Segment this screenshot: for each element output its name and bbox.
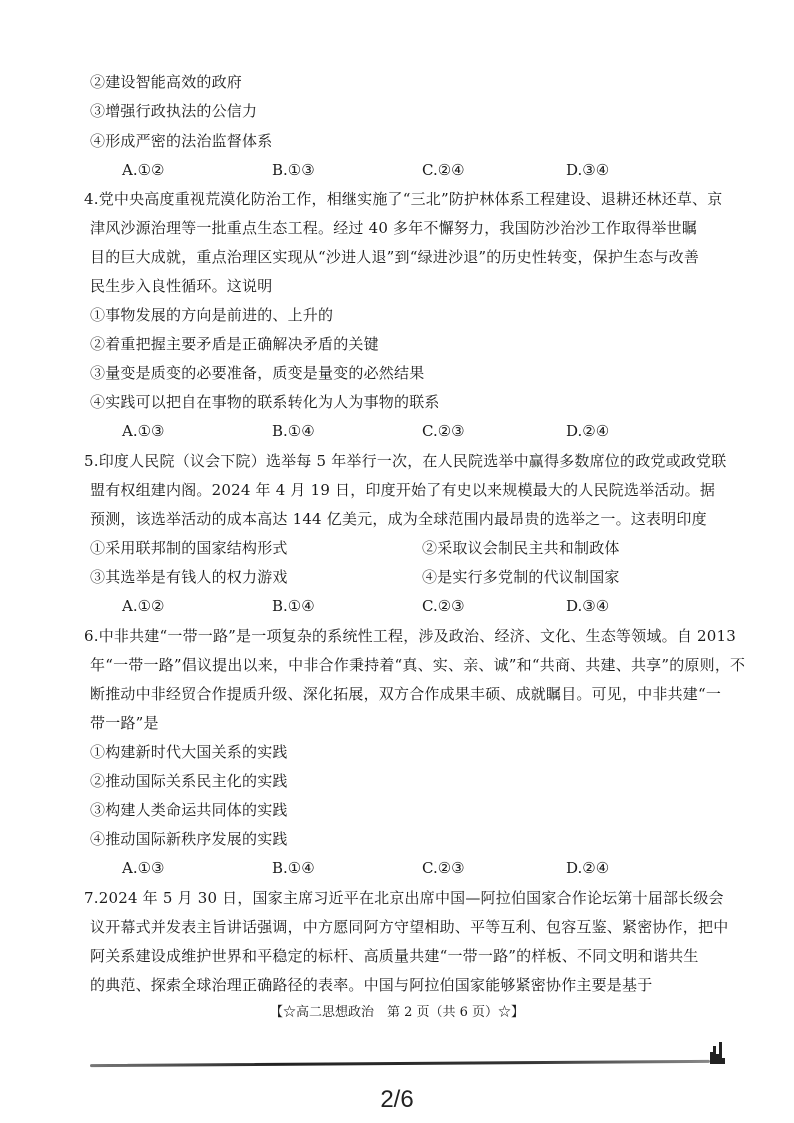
q6-stem-line-2: 年“一带一路”倡议提出以来，中非合作秉持着“真、实、亲、诚”和“共商、共建、共享”的原则，不 xyxy=(90,656,746,674)
q3-choice-c: C.②④ xyxy=(422,161,465,179)
q6-stem-line-3: 断推动中非经贸合作提质升级、深化拓展，双方合作成果丰硕、成就瞩目。可见，中非共建“一 xyxy=(90,685,722,703)
q6-choice-c: C.②③ xyxy=(422,859,465,877)
q4-statement-4: ④实践可以把自在事物的联系转化为人为事物的联系 xyxy=(90,393,440,411)
q4-statement-2: ②着重把握主要矛盾是正确解决矛盾的关键 xyxy=(90,335,379,353)
q3-choice-d: D.③④ xyxy=(566,161,610,179)
q5-stem-line-2: 盟有权组建内阁。2024 年 4 月 19 日，印度开始了有史以来规模最大的人民院选举活动。据 xyxy=(90,481,716,499)
q6-statement-1: ①构建新时代大国关系的实践 xyxy=(90,743,288,761)
q5-choice-a: A.①② xyxy=(122,597,165,615)
q3-choice-b: B.①③ xyxy=(272,161,315,179)
q6-statement-4: ④推动国际新秩序发展的实践 xyxy=(90,830,288,848)
q5-stem-line-3: 预测，该选举活动的成本高达 144 亿美元，成为全球范围内最昂贵的选举之一。这表明印度 xyxy=(90,510,707,528)
q4-choice-a: A.①③ xyxy=(122,422,165,440)
q4-choice-b: B.①④ xyxy=(272,422,315,440)
q4-statement-3: ③量变是质变的必要准备，质变是量变的必然结果 xyxy=(90,364,425,382)
q3-statement-3: ③增强行政执法的公信力 xyxy=(90,102,258,120)
q4-choice-d: D.②④ xyxy=(566,422,610,440)
q5-choice-b: B.①④ xyxy=(272,597,315,615)
q5-stem-line-1: 5.印度人民院（议会下院）选举每 5 年举行一次，在人民院选举中赢得多数席位的政党或政党联 xyxy=(84,452,727,470)
q4-stem-line-4: 民生步入良性循环。这说明 xyxy=(90,277,273,295)
q3-choice-a: A.①② xyxy=(122,161,165,179)
q3-statement-2: ②建设智能高效的政府 xyxy=(90,73,243,91)
q7-stem-line-1: 7.2024 年 5 月 30 日，国家主席习近平在北京出席中国—阿拉伯国家合作论坛第十届部长级会 xyxy=(84,889,724,907)
q3-statement-4: ④形成严密的法治监督体系 xyxy=(90,132,273,150)
q5-statement-2: ②采取议会制民主共和制政体 xyxy=(422,539,620,557)
q5-choice-c: C.②③ xyxy=(422,597,465,615)
q4-stem-line-1: 4.党中央高度重视荒漠化防治工作，相继实施了“三北”防护林体系工程建设、退耕还林还草、京 xyxy=(84,190,723,208)
q5-statement-1: ①采用联邦制的国家结构形式 xyxy=(90,539,288,557)
scan-edge-line xyxy=(90,1060,710,1067)
q6-statement-2: ②推动国际关系民主化的实践 xyxy=(90,772,288,790)
q6-stem-line-1: 6.中非共建“一带一路”是一项复杂的系统性工程，涉及政治、经济、文化、生态等领域。自 2013 xyxy=(84,627,736,645)
q6-choice-a: A.①③ xyxy=(122,859,165,877)
page-footer: 【☆高二思想政治 第 2 页（共 6 页）☆】 xyxy=(269,1005,525,1020)
q7-stem-line-3: 阿关系建设成维护世界和平稳定的标杆、高质量共建“一带一路”的样板、不同文明和谐共生 xyxy=(90,947,699,965)
q6-choice-b: B.①④ xyxy=(272,859,315,877)
scan-artifact-icon xyxy=(706,1040,728,1066)
q6-choice-d: D.②④ xyxy=(566,859,610,877)
q5-statement-4: ④是实行多党制的代议制国家 xyxy=(422,568,620,586)
q5-choice-d: D.③④ xyxy=(566,597,610,615)
q5-statement-3: ③其选举是有钱人的权力游戏 xyxy=(90,568,288,586)
q4-stem-line-2: 津风沙源治理等一批重点生态工程。经过 40 多年不懈努力，我国防沙治沙工作取得举世瞩 xyxy=(90,219,698,237)
q6-statement-3: ③构建人类命运共同体的实践 xyxy=(90,801,288,819)
q4-statement-1: ①事物发展的方向是前进的、上升的 xyxy=(90,306,334,324)
q4-choice-c: C.②③ xyxy=(422,422,465,440)
q7-stem-line-2: 议开幕式并发表主旨讲话强调，中方愿同阿方守望相助、平等互利、包容互鉴、紧密协作，把中 xyxy=(90,918,729,936)
q7-stem-line-4: 的典范、探索全球治理正确路径的表率。中国与阿拉伯国家能够紧密协作主要是基于 xyxy=(90,976,653,994)
page-indicator: 2/6 xyxy=(380,1086,414,1113)
q6-stem-line-4: 带一路”是 xyxy=(90,714,159,732)
q4-stem-line-3: 目的巨大成就，重点治理区实现从“沙进人退”到“绿进沙退”的历史性转变，保护生态与改善 xyxy=(90,248,700,266)
